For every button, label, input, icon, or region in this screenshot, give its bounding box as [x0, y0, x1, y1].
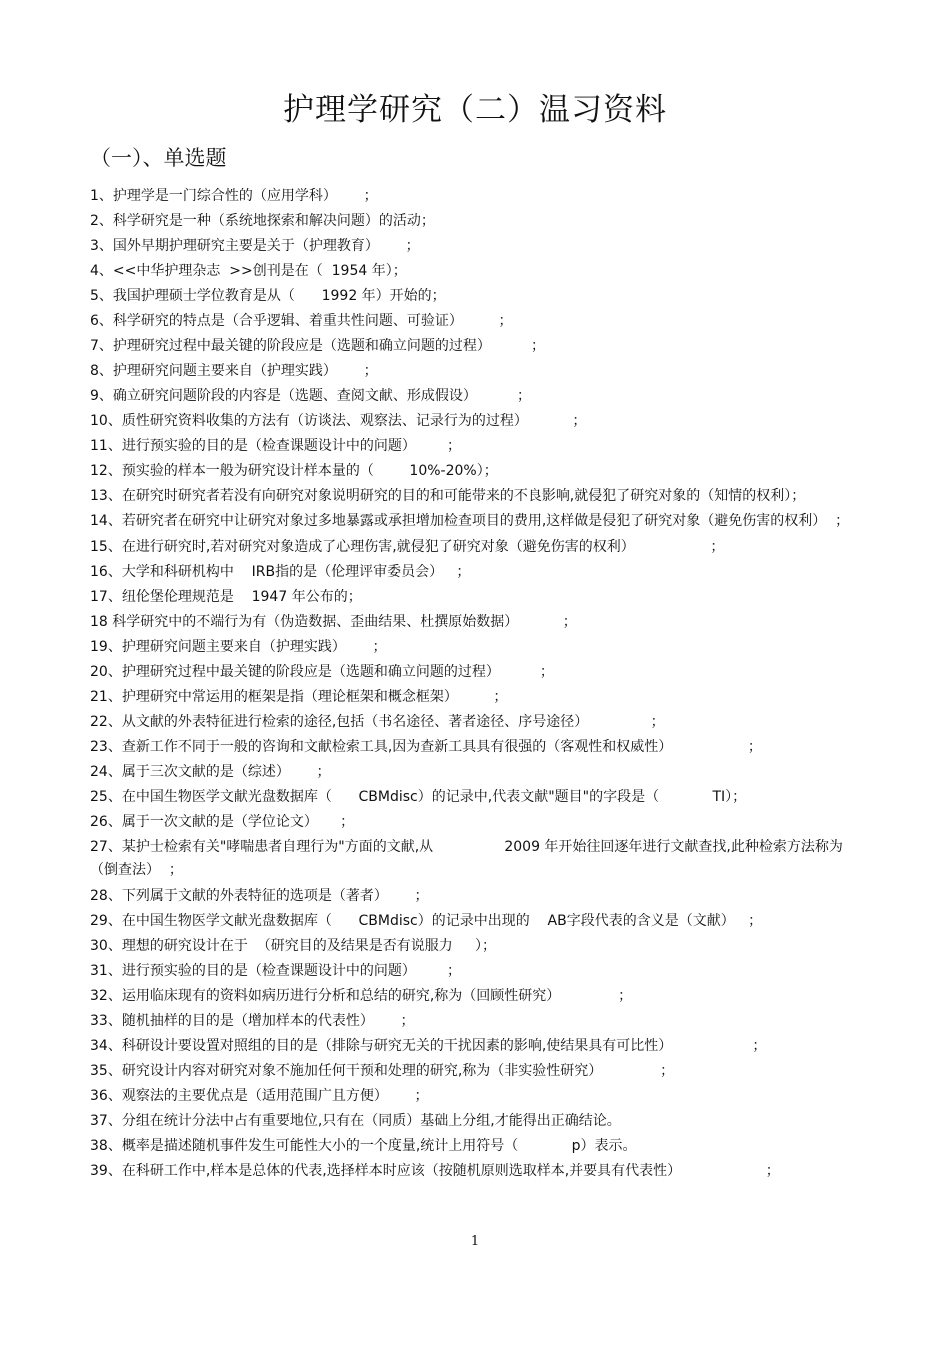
- question-item: 25、在中国生物医学文献光盘数据库（ CBMdisc）的记录中,代表文献"题目"的字段是（ TI）；: [90, 789, 747, 805]
- section-heading: （一）、单选题: [90, 146, 227, 170]
- question-item: 22、从文献的外表特征进行检索的途径,包括（书名途径、著者途径、序号途径） ；: [90, 714, 665, 730]
- question-item: 9、确立研究问题阶段的内容是（选题、查阅文献、形成假设） ；: [90, 388, 531, 404]
- question-item: 12、预实验的样本一般为研究设计样本量的（ 10%-20%）；: [90, 463, 498, 479]
- question-item: 4、<<中华护理杂志 >>创刊是在（ 1954 年）；: [90, 263, 407, 279]
- question-item: 21、护理研究中常运用的框架是指（理论框架和概念框架） ；: [90, 689, 508, 705]
- question-item: 17、纽伦堡伦理规范是 1947 年公布的；: [90, 589, 362, 605]
- question-item: 1、护理学是一门综合性的（应用学科） ；: [90, 188, 378, 204]
- question-item: 20、护理研究过程中最关键的阶段应是（选题和确立问题的过程） ；: [90, 664, 554, 680]
- question-item: 32、运用临床现有的资料如病历进行分析和总结的研究,称为（回顾性研究） ；: [90, 988, 633, 1004]
- question-item: 31、进行预实验的目的是（检查课题设计中的问题） ；: [90, 963, 461, 979]
- document-title: 护理学研究（二）温习资料: [283, 92, 667, 128]
- question-item: 6、科学研究的特点是（合乎逻辑、着重共性问题、可验证） ；: [90, 313, 513, 329]
- question-item: 19、护理研究问题主要来自（护理实践） ；: [90, 639, 387, 655]
- question-item: 15、在进行研究时,若对研究对象造成了心理伤害,就侵犯了研究对象（避免伤害的权利） ；: [90, 539, 725, 555]
- question-item: 10、质性研究资料收集的方法有（访谈法、观察法、记录行为的过程） ；: [90, 413, 587, 429]
- question-item: 27、某护士检索有关"哮喘患者自理行为"方面的文献,从 2009 年开始往回逐年进行文献查找,此种检索方法称为（倒查法） ；: [90, 839, 843, 878]
- question-item: 24、属于三次文献的是（综述） ；: [90, 764, 331, 780]
- question-item: 11、进行预实验的目的是（检查课题设计中的问题） ；: [90, 438, 461, 454]
- question-item: 33、随机抽样的目的是（增加样本的代表性） ；: [90, 1013, 415, 1029]
- page-number: 1: [470, 1234, 480, 1249]
- question-item: 35、研究设计内容对研究对象不施加任何干预和处理的研究,称为（非实验性研究） ；: [90, 1063, 675, 1079]
- question-item: 5、我国护理硕士学位教育是从（ 1992 年）开始的；: [90, 288, 446, 304]
- question-item: 13、在研究时研究者若没有向研究对象说明研究的目的和可能带来的不良影响,就侵犯了研究对象的（知情的权利）；: [90, 488, 806, 504]
- question-item: 37、分组在统计分法中占有重要地位,只有在（同质）基础上分组,才能得出正确结论。: [90, 1113, 621, 1129]
- question-item: 38、概率是描述随机事件发生可能性大小的一个度量,统计上用符号（ p）表示。: [90, 1138, 637, 1154]
- question-item: 14、若研究者在研究中让研究对象过多地暴露或承担增加检查项目的费用,这样做是侵犯了研究对象（避免伤害的权利） ；: [90, 513, 850, 529]
- question-item: 23、查新工作不同于一般的咨询和文献检索工具,因为查新工具具有很强的（客观性和权威性） ；: [90, 739, 762, 755]
- question-item: 18 科学研究中的不端行为有（伪造数据、歪曲结果、杜撰原始数据） ；: [90, 614, 577, 630]
- question-item: 26、属于一次文献的是（学位论文） ；: [90, 814, 355, 830]
- question-item: 28、下列属于文献的外表特征的选项是（著者） ；: [90, 888, 429, 904]
- question-item: 8、护理研究问题主要来自（护理实践） ；: [90, 363, 378, 379]
- question-item: 3、国外早期护理研究主要是关于（护理教育） ；: [90, 238, 420, 254]
- question-item: 29、在中国生物医学文献光盘数据库（ CBMdisc）的记录中出现的 AB字段代表的含义是（文献） ；: [90, 913, 763, 929]
- question-item: 7、护理研究过程中最关键的阶段应是（选题和确立问题的过程） ；: [90, 338, 545, 354]
- question-item: 16、大学和科研机构中 IRB指的是（伦理评审委员会） ；: [90, 564, 471, 580]
- question-item: 30、理想的研究设计在于 （研究目的及结果是否有说服力 ）；: [90, 938, 496, 954]
- question-item: 34、科研设计要设置对照组的目的是（排除与研究无关的干扰因素的影响,使结果具有可比性） ；: [90, 1038, 767, 1054]
- question-item: 39、在科研工作中,样本是总体的代表,选择样本时应该（按随机原则选取样本,并要具有代表性） ；: [90, 1163, 780, 1179]
- question-item: 2、科学研究是一种（系统地探索和解决问题）的活动；: [90, 213, 435, 229]
- question-list: [90, 184, 850, 1184]
- question-item: 36、观察法的主要优点是（适用范围广且方便） ；: [90, 1088, 429, 1104]
